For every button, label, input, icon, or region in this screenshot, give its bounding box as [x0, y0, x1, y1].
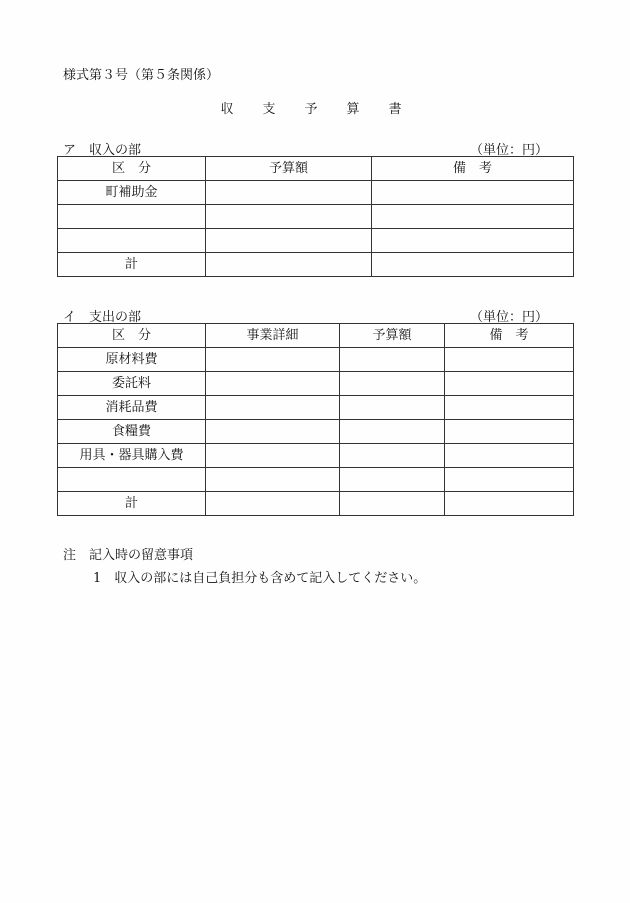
expense-details-cell[interactable]: [206, 444, 340, 468]
form-number: 様式第３号（第５条関係）: [63, 68, 220, 83]
expense-remarks-cell[interactable]: [445, 420, 574, 444]
expense-budget-cell[interactable]: [340, 372, 445, 396]
expense-category-cell: 用具・器具購入費: [58, 444, 206, 468]
expense-category-cell: 消耗品費: [58, 396, 206, 420]
expense-budget-cell[interactable]: [340, 444, 445, 468]
expense-row: [58, 396, 574, 420]
expense-total-label: 計: [58, 492, 206, 516]
income-total-remarks-cell[interactable]: [372, 253, 574, 277]
expense-remarks-cell[interactable]: [445, 444, 574, 468]
income-header-budget: 予算額: [206, 157, 372, 181]
income-header-category: 区 分: [58, 157, 206, 181]
expense-details-cell[interactable]: [206, 468, 340, 492]
income-row: [58, 181, 574, 205]
expense-unit-label: （単位：円）: [469, 310, 548, 325]
expense-remarks-cell[interactable]: [445, 468, 574, 492]
expense-row: [58, 348, 574, 372]
expense-category-cell: 原材料費: [58, 348, 206, 372]
income-section-heading: ア 収入の部: [63, 143, 142, 158]
notes-heading: 注 記入時の留意事項: [63, 548, 194, 563]
income-header-row: [58, 157, 574, 181]
expense-table: [57, 323, 574, 516]
income-category-cell[interactable]: [58, 229, 206, 253]
expense-remarks-cell[interactable]: [445, 396, 574, 420]
income-category-cell: 町補助金: [58, 181, 206, 205]
document-title: 収 支 予 算 書: [220, 102, 410, 117]
income-header-remarks: 備 考: [372, 157, 574, 181]
expense-category-cell[interactable]: [58, 468, 206, 492]
income-row: [58, 205, 574, 229]
income-budget-cell[interactable]: [206, 181, 372, 205]
expense-row: [58, 372, 574, 396]
expense-header-category: 区 分: [58, 324, 206, 348]
expense-row: [58, 420, 574, 444]
expense-header-budget: 予算額: [340, 324, 445, 348]
income-total-label: 計: [58, 253, 206, 277]
expense-header-remarks: 備 考: [445, 324, 574, 348]
expense-details-cell[interactable]: [206, 420, 340, 444]
expense-details-cell[interactable]: [206, 348, 340, 372]
income-category-cell[interactable]: [58, 205, 206, 229]
expense-budget-cell[interactable]: [340, 420, 445, 444]
expense-remarks-cell[interactable]: [445, 372, 574, 396]
income-total-budget-cell[interactable]: [206, 253, 372, 277]
expense-budget-cell[interactable]: [340, 348, 445, 372]
expense-total-budget-cell[interactable]: [340, 492, 445, 516]
income-row: [58, 229, 574, 253]
expense-total-details-cell[interactable]: [206, 492, 340, 516]
income-budget-cell[interactable]: [206, 229, 372, 253]
expense-details-cell[interactable]: [206, 396, 340, 420]
expense-details-cell[interactable]: [206, 372, 340, 396]
expense-budget-cell[interactable]: [340, 468, 445, 492]
income-remarks-cell[interactable]: [372, 229, 574, 253]
income-total-row: [58, 253, 574, 277]
expense-header-details: 事業詳細: [206, 324, 340, 348]
income-table: [57, 156, 574, 277]
expense-section-heading: イ 支出の部: [63, 310, 142, 325]
expense-total-row: [58, 492, 574, 516]
expense-total-remarks-cell[interactable]: [445, 492, 574, 516]
expense-category-cell: 委託料: [58, 372, 206, 396]
income-remarks-cell[interactable]: [372, 205, 574, 229]
note-item: 1 収入の部には自己負担分も含めて記入してください。: [93, 571, 427, 586]
expense-row: [58, 468, 574, 492]
income-unit-label: （単位：円）: [469, 143, 548, 158]
expense-remarks-cell[interactable]: [445, 348, 574, 372]
expense-category-cell: 食糧費: [58, 420, 206, 444]
expense-budget-cell[interactable]: [340, 396, 445, 420]
expense-header-row: [58, 324, 574, 348]
income-budget-cell[interactable]: [206, 205, 372, 229]
expense-row: [58, 444, 574, 468]
income-remarks-cell[interactable]: [372, 181, 574, 205]
